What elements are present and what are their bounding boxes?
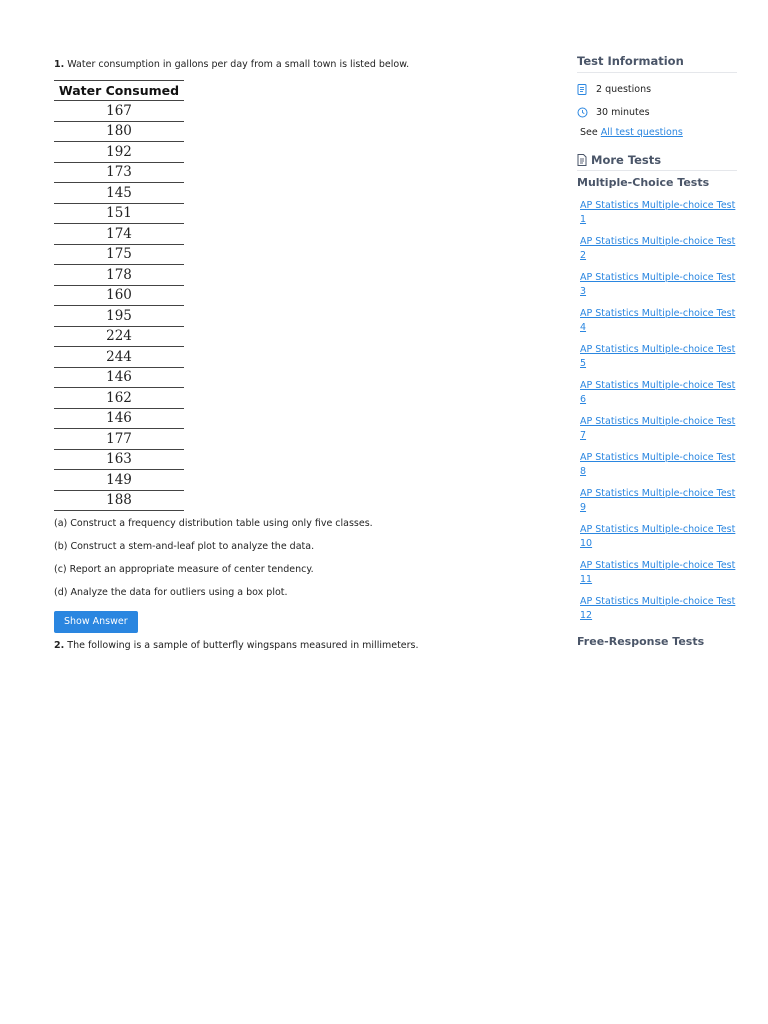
water-consumed-cell: 178 [54, 265, 184, 286]
table-row [54, 142, 184, 163]
multiple-choice-test-link[interactable]: AP Statistics Multiple-choice Test 4 [580, 308, 736, 333]
table-row [54, 429, 184, 450]
water-consumed-cell: 174 [54, 224, 184, 245]
water-consumed-cell: 188 [54, 490, 184, 511]
water-consumed-cell: 167 [54, 101, 184, 122]
questions-count: 2 questions [596, 83, 652, 95]
water-consumed-cell: 146 [54, 367, 184, 388]
water-consumed-cell: 173 [54, 162, 184, 183]
table-row [54, 244, 184, 265]
water-consumed-cell: 224 [54, 326, 184, 347]
water-consumed-cell: 151 [54, 203, 184, 224]
multiple-choice-test-link[interactable]: AP Statistics Multiple-choice Test 12 [580, 596, 736, 621]
more-tests-title-row [577, 153, 737, 171]
multiple-choice-test-link[interactable]: AP Statistics Multiple-choice Test 1 [580, 200, 736, 225]
see-prefix: See [580, 127, 598, 138]
multiple-choice-test-link[interactable]: AP Statistics Multiple-choice Test 9 [580, 488, 736, 513]
table-row [54, 388, 184, 409]
question-1-parts [54, 517, 534, 600]
table-row [54, 183, 184, 204]
water-consumed-cell: 146 [54, 408, 184, 429]
question-1-part: (c) Report an appropriate measure of center tendency. [54, 564, 314, 575]
water-consumed-cell: 192 [54, 142, 184, 163]
table-row [54, 121, 184, 142]
question-1-part: (b) Construct a stem-and-leaf plot to analyze the data. [54, 541, 315, 552]
multiple-choice-test-link[interactable]: AP Statistics Multiple-choice Test 6 [580, 380, 736, 405]
list-item [580, 487, 737, 515]
test-information-title: Test Information [577, 54, 737, 73]
table-row [54, 265, 184, 286]
water-consumed-cell: 162 [54, 388, 184, 409]
water-consumed-cell: 175 [54, 244, 184, 265]
list-item [580, 559, 737, 587]
list-item [580, 451, 737, 479]
table-row [54, 490, 184, 511]
show-answer-button[interactable]: Show Answer [54, 611, 138, 633]
multiple-choice-test-link[interactable]: AP Statistics Multiple-choice Test 10 [580, 524, 736, 549]
sidebar [577, 54, 737, 648]
duration-row [577, 105, 737, 119]
water-consumed-cell: 180 [54, 121, 184, 142]
question-1-number: 1. [54, 59, 65, 70]
multiple-choice-tests-list [577, 199, 737, 623]
all-test-questions-link[interactable]: All test questions [600, 127, 683, 138]
water-consumed-body [54, 101, 184, 511]
table-row [54, 285, 184, 306]
questions-count-row [577, 82, 737, 96]
duration: 30 minutes [596, 106, 650, 118]
list-item [580, 523, 737, 551]
main-content [54, 58, 534, 653]
table-row [54, 326, 184, 347]
multiple-choice-test-link[interactable]: AP Statistics Multiple-choice Test 3 [580, 272, 736, 297]
water-consumed-header: Water Consumed [54, 81, 184, 101]
table-row [54, 162, 184, 183]
table-row [54, 101, 184, 122]
water-consumed-cell: 145 [54, 183, 184, 204]
list-item [580, 307, 737, 335]
multiple-choice-test-link[interactable]: AP Statistics Multiple-choice Test 7 [580, 416, 736, 441]
table-row [54, 224, 184, 245]
question-1-part: (d) Analyze the data for outliers using a box plot. [54, 587, 288, 598]
list-item [580, 379, 737, 407]
list-item [580, 415, 737, 443]
water-consumed-cell: 160 [54, 285, 184, 306]
water-consumed-cell: 244 [54, 347, 184, 368]
more-tests-title: More Tests [591, 153, 662, 167]
table-row [54, 408, 184, 429]
table-row [54, 449, 184, 470]
document-icon [577, 84, 593, 95]
clock-icon [577, 107, 593, 118]
question-2-prompt [54, 639, 534, 653]
table-row [54, 347, 184, 368]
see-all-row [577, 127, 737, 141]
table-row [54, 306, 184, 327]
list-item [580, 235, 737, 263]
multiple-choice-tests-title: Multiple-Choice Tests [577, 176, 710, 189]
multiple-choice-test-link[interactable]: AP Statistics Multiple-choice Test 2 [580, 236, 736, 261]
multiple-choice-test-link[interactable]: AP Statistics Multiple-choice Test 5 [580, 344, 736, 369]
question-2-number: 2. [54, 640, 65, 651]
water-consumed-cell: 163 [54, 449, 184, 470]
multiple-choice-test-link[interactable]: AP Statistics Multiple-choice Test 8 [580, 452, 736, 477]
question-1-prompt [54, 58, 534, 72]
list-item [580, 595, 737, 623]
question-2-text: The following is a sample of butterfly wingspans measured in millimeters. [67, 640, 419, 651]
multiple-choice-test-link[interactable]: AP Statistics Multiple-choice Test 11 [580, 560, 736, 585]
question-1-text: Water consumption in gallons per day from a small town is listed below. [67, 59, 410, 70]
water-consumed-cell: 177 [54, 429, 184, 450]
list-item [580, 199, 737, 227]
water-consumed-table [54, 80, 184, 511]
list-item [580, 271, 737, 299]
water-consumed-cell: 195 [54, 306, 184, 327]
table-row [54, 367, 184, 388]
free-response-tests-title: Free-Response Tests [577, 635, 705, 648]
file-icon [577, 154, 591, 166]
table-row [54, 203, 184, 224]
question-1-part: (a) Construct a frequency distribution table using only five classes. [54, 518, 373, 529]
water-consumed-cell: 149 [54, 470, 184, 491]
list-item [580, 343, 737, 371]
table-row [54, 470, 184, 491]
